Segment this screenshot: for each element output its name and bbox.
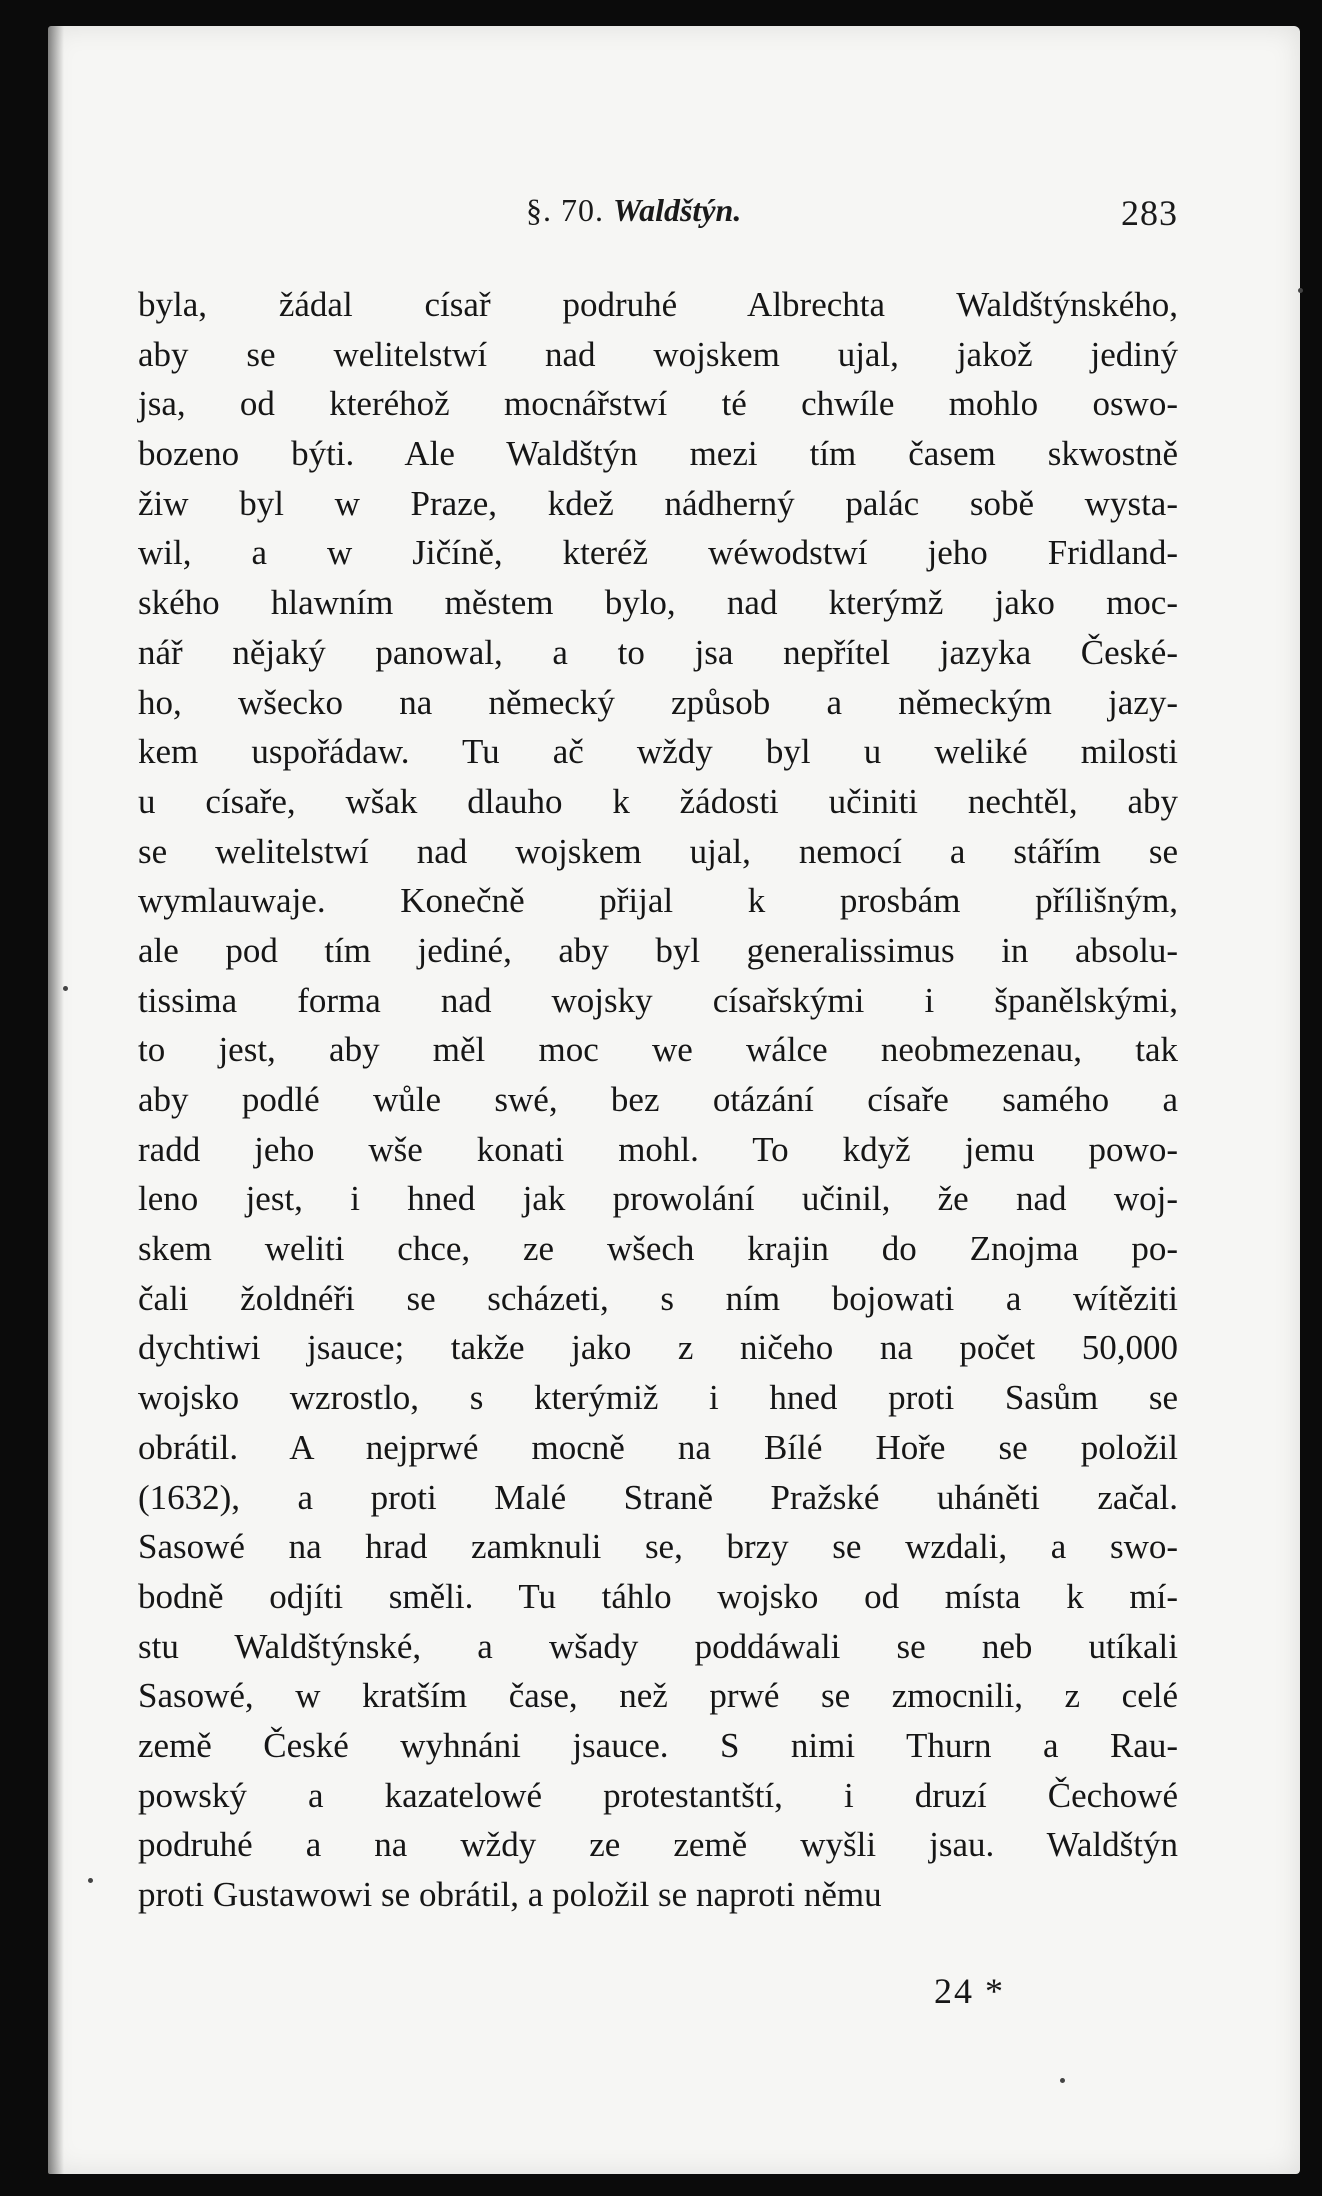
body-text — [138, 280, 1178, 1920]
text-line: dychtiwi jsauce; takže jako z ničeho na počet 50,000 — [138, 1328, 1178, 1368]
text-line: bozeno býti. Ale Waldštýn mezi tím časem skwostně — [138, 434, 1178, 474]
text-line: žiw byl w Praze, kdež nádherný palác sobě wysta- — [138, 483, 1178, 523]
text-line: Sasowé, w kratším čase, než prwé se zmocnili, z celé — [138, 1676, 1178, 1716]
text-line: skem weliti chce, ze wšech krajin do Znojma po- — [138, 1229, 1178, 1269]
text-line: wymlauwaje. Konečně přijal k prosbám přílišným, — [138, 881, 1178, 921]
running-head — [138, 186, 1178, 246]
text-line: země České wyhnáni jsauce. S nimi Thurn a Rau- — [138, 1725, 1178, 1765]
paper-speck — [88, 1878, 93, 1883]
text-line: radd jeho wše konati mohl. To když jemu powo- — [138, 1129, 1178, 1169]
paper-speck — [1060, 2078, 1065, 2083]
book-page — [48, 26, 1300, 2174]
page-number: 283 — [1121, 193, 1178, 233]
page-gutter-shadow — [48, 26, 64, 2174]
text-line: aby podlé wůle swé, bez otázání císaře samého a — [138, 1080, 1178, 1119]
text-line: ale pod tím jediné, aby byl generalissimus in absolu- — [138, 930, 1178, 970]
text-line: aby se welitelstwí nad wojskem ujal, jakož jediný — [138, 334, 1178, 374]
text-line: powský a kazatelowé protestantští, i druzí Čechowé — [138, 1775, 1178, 1815]
text-line: u císaře, wšak dlauho k žádosti učiniti nechtěl, aby — [138, 781, 1178, 821]
text-line: se welitelstwí nad wojskem ujal, nemocí a stářím se — [138, 831, 1178, 871]
text-line: tissima forma nad wojsky císařskými i španělskými, — [138, 980, 1178, 1020]
text-line: wojsko wzrostlo, s kterýmiž i hned proti Sasům se — [138, 1378, 1178, 1418]
text-line: to jest, aby měl moc we wálce neobmezenau, tak — [138, 1030, 1178, 1070]
text-line: proti Gustawowi se obrátil, a položil se naproti němu — [138, 1875, 882, 1914]
text-line: podruhé a na wždy ze země wyšli jsau. Waldštýn — [138, 1825, 1178, 1865]
text-line: jsa, od kteréhož mocnářstwí té chwíle mohlo oswo- — [138, 384, 1178, 424]
text-line: (1632), a proti Malé Straně Pražské uháněti začal. — [138, 1477, 1178, 1517]
text-line: leno jest, i hned jak prowolání učinil, že nad woj- — [138, 1179, 1178, 1219]
section-number: §. 70. — [526, 192, 604, 228]
text-line: čali žoldnéři se scházeti, s ním bojowati a wítěziti — [138, 1278, 1178, 1318]
text-line: wil, a w Jičíně, kteréž wéwodstwí jeho Fridland- — [138, 533, 1178, 573]
text-line: ského hlawním městem bylo, nad kterýmž jako moc- — [138, 583, 1178, 623]
text-line: byla, žádal císař podruhé Albrechta Waldštýnského, — [138, 285, 1178, 324]
paper-speck — [1298, 288, 1303, 293]
text-line: kem uspořádaw. Tu ač wždy byl u weliké milosti — [138, 732, 1178, 772]
text-line: Sasowé na hrad zamknuli se, brzy se wzdali, a swo- — [138, 1527, 1178, 1567]
running-title: Waldštýn. — [613, 192, 742, 228]
text-line: bodně odjíti směli. Tu táhlo wojsko od místa k mí- — [138, 1576, 1178, 1616]
text-line: ho, wšecko na německý způsob a německým jazy- — [138, 682, 1178, 722]
text-line: nář nějaký panowal, a to jsa nepřítel jazyka České- — [138, 632, 1178, 672]
text-line: obrátil. A nejprwé mocně na Bílé Hoře se položil — [138, 1427, 1178, 1467]
paper-speck — [63, 986, 68, 991]
signature-mark: 24 * — [934, 1971, 1005, 2011]
text-line: stu Waldštýnské, a wšady poddáwali se neb utíkali — [138, 1626, 1178, 1666]
